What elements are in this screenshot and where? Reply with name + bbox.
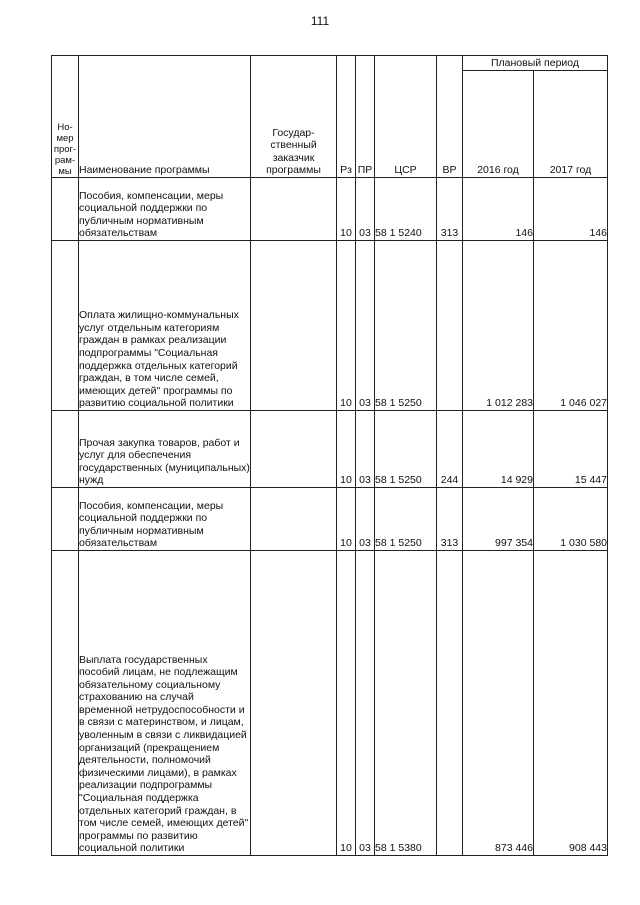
header-planned-period: Плановый период <box>463 56 608 71</box>
vr-cell: 313 <box>437 488 463 551</box>
program-number-cell <box>52 551 79 856</box>
program-number-cell <box>52 178 79 241</box>
rz-cell: 10 <box>337 551 356 856</box>
customer-cell <box>251 488 337 551</box>
amount-2017-cell: 146 <box>534 178 608 241</box>
csr-cell: 58 1 5250 <box>375 488 437 551</box>
amount-2016-cell: 14 929 <box>463 411 534 488</box>
program-name-cell: Выплата государственных пособий лицам, не подлежащим обязательному социальному страхованию на случай временной нетрудоспособности и в связи с материнством, и лицам, уволенным в связи с ликвидацией организаций (прекращением деятельности, полномочий физическими лицами), в рамках реализации подпрограммы "Социальная поддержка отдельных категорий граждан, в том числе семей, имеющих детей" программы по развитию социальной политики <box>79 551 251 856</box>
amount-2016-cell: 146 <box>463 178 534 241</box>
program-number-cell <box>52 411 79 488</box>
customer-cell <box>251 411 337 488</box>
csr-cell: 58 1 5250 <box>375 241 437 411</box>
pr-cell: 03 <box>356 241 375 411</box>
rz-cell: 10 <box>337 488 356 551</box>
header-program-number: Но-мер прог-рам-мы <box>52 56 79 178</box>
table-row <box>52 411 608 488</box>
csr-cell: 58 1 5240 <box>375 178 437 241</box>
amount-2017-cell: 908 443 <box>534 551 608 856</box>
header-csr: ЦСР <box>375 56 437 178</box>
vr-cell <box>437 241 463 411</box>
header-year-2016: 2016 год <box>463 71 534 178</box>
program-name-cell: Оплата жилищно-коммунальных услуг отдельным категориям граждан в рамках реализации подпрограммы "Социальная поддержка отдельных категорий граждан, в том числе семей, имеющих детей" программы по развитию социальной политики <box>79 241 251 411</box>
header-rz: Рз <box>337 56 356 178</box>
pr-cell: 03 <box>356 488 375 551</box>
vr-cell: 313 <box>437 178 463 241</box>
header-vr: ВР <box>437 56 463 178</box>
page-number: 111 <box>310 14 330 28</box>
customer-cell <box>251 551 337 856</box>
customer-cell <box>251 178 337 241</box>
header-customer: Государ-ственный заказчик программы <box>251 56 337 178</box>
pr-cell: 03 <box>356 551 375 856</box>
vr-cell: 244 <box>437 411 463 488</box>
table-row <box>52 488 608 551</box>
amount-2017-cell: 15 447 <box>534 411 608 488</box>
table-row <box>52 178 608 241</box>
pr-cell: 03 <box>356 411 375 488</box>
program-name-cell: Пособия, компенсации, меры социальной поддержки по публичным нормативным обязательствам <box>79 178 251 241</box>
table-row <box>52 551 608 856</box>
budget-table <box>51 55 608 856</box>
pr-cell: 03 <box>356 178 375 241</box>
header-year-2017: 2017 год <box>534 71 608 178</box>
header-pr: ПР <box>356 56 375 178</box>
program-number-cell <box>52 241 79 411</box>
rz-cell: 10 <box>337 178 356 241</box>
customer-cell <box>251 241 337 411</box>
amount-2016-cell: 1 012 283 <box>463 241 534 411</box>
csr-cell: 58 1 5380 <box>375 551 437 856</box>
program-name-cell: Прочая закупка товаров, работ и услуг для обеспечения государственных (муниципальных) нужд <box>79 411 251 488</box>
program-name-cell: Пособия, компенсации, меры социальной поддержки по публичным нормативным обязательствам <box>79 488 251 551</box>
program-number-cell <box>52 488 79 551</box>
vr-cell <box>437 551 463 856</box>
header-program-name: Наименование программы <box>79 56 251 178</box>
table-row <box>52 241 608 411</box>
header-row <box>52 56 608 71</box>
amount-2016-cell: 997 354 <box>463 488 534 551</box>
rz-cell: 10 <box>337 241 356 411</box>
rz-cell: 10 <box>337 411 356 488</box>
csr-cell: 58 1 5250 <box>375 411 437 488</box>
amount-2017-cell: 1 046 027 <box>534 241 608 411</box>
amount-2016-cell: 873 446 <box>463 551 534 856</box>
amount-2017-cell: 1 030 580 <box>534 488 608 551</box>
